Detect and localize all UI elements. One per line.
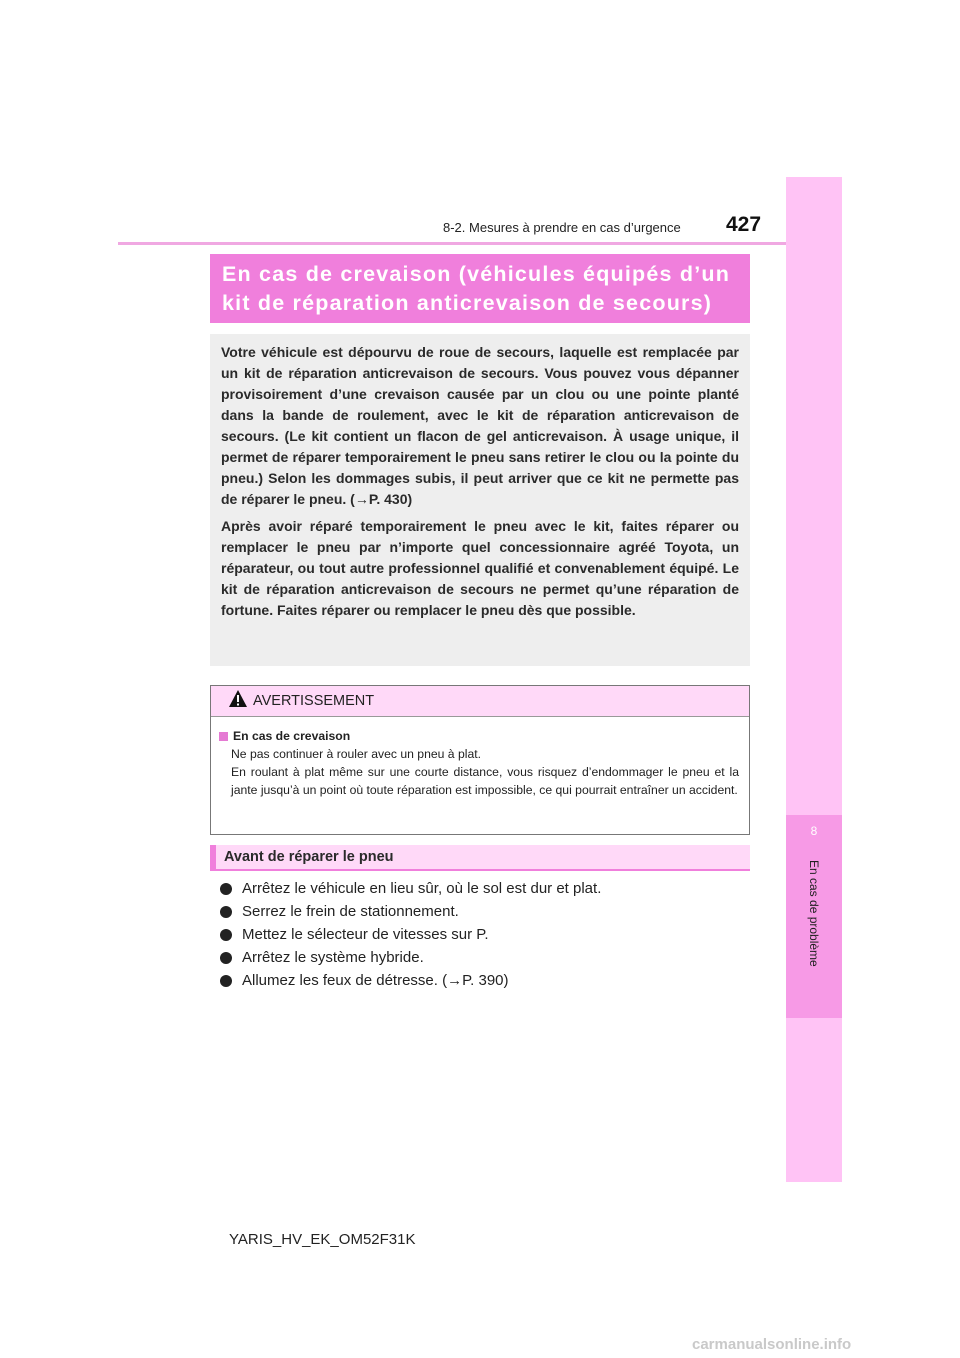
list-item-text: Mettez le sélecteur de vitesses sur P. — [242, 926, 489, 943]
list-item — [220, 969, 601, 992]
chapter-side-tab — [786, 177, 842, 1182]
document-code: YARIS_HV_EK_OM52F31K — [229, 1231, 416, 1248]
list-item — [220, 946, 601, 969]
chapter-number: 8 — [810, 824, 818, 838]
intro-paragraph-2: Après avoir réparé temporairement le pneu avec le kit, faites réparer ou remplacer le pneu par n’importe quel concessionnaire agréé Toyota, un réparateur, ou tout autre professionnel qualifié et convenablement équipé. Le kit de réparation anticrevaison de secours ne permet qu’une réparation de fortune. Faites réparer ou remplacer le pneu dès que possible. — [221, 518, 739, 618]
warning-title: AVERTISSEMENT — [253, 693, 375, 709]
warning-box — [210, 685, 750, 835]
square-bullet-icon — [219, 732, 228, 741]
warning-line-2: En roulant à plat même sur une courte distance, vous risquez d’endommager le pneu et la jante jusqu’à un point où toute réparation est impossible, ce qui pourrait entraîner un accident. — [231, 765, 739, 797]
warning-header — [211, 686, 749, 717]
bullet-dot-icon — [220, 883, 232, 895]
intro-paragraph-1: Votre véhicule est dépourvu de roue de secours, laquelle est remplacée par un kit de réparation anticrevaison de secours. Vous pouvez vous dépanner provisoirement d’une crevaison causée par un clou ou une pointe planté dans la bande de roulement, avec le kit de réparation anticrevaison de secours. (Le kit contient un flacon de gel anticrevaison. À usage unique, il permet de réparer temporairement le pneu sans retirer le clou ou la pointe du pneu.) Selon les dommages subis, il peut arriver que ce kit ne permette pas de réparer le pneu. (→P. 430) — [221, 344, 739, 507]
warning-heading-text: En cas de crevaison — [233, 729, 351, 743]
page-number: 427 — [726, 213, 762, 236]
list-item-text: Serrez le frein de stationnement. — [242, 903, 459, 920]
list-item — [220, 923, 601, 946]
chapter-title: En cas de problème — [807, 860, 821, 967]
page-title — [210, 254, 750, 323]
list-item-text: Allumez les feux de détresse. (→P. 390) — [242, 972, 509, 989]
running-header-section: 8-2. Mesures à prendre en cas d’urgence — [443, 220, 681, 235]
warning-line-1: Ne pas continuer à rouler avec un pneu à plat. — [231, 747, 482, 761]
warning-body — [211, 717, 749, 799]
warning-triangle-icon — [228, 689, 248, 713]
page-title-line-1: En cas de crevaison (véhicules équipés d’un — [222, 262, 731, 286]
page-title-line-2: kit de réparation anticrevaison de secours) — [222, 291, 713, 315]
section-title: Avant de réparer le pneu — [224, 849, 394, 865]
list-item — [220, 900, 601, 923]
list-item-text: Arrêtez le véhicule en lieu sûr, où le sol est dur et plat. — [242, 880, 602, 897]
list-item-text: Arrêtez le système hybride. — [242, 949, 424, 966]
bullet-list — [220, 877, 601, 992]
bullet-dot-icon — [220, 929, 232, 941]
bullet-dot-icon — [220, 906, 232, 918]
section-heading — [210, 845, 750, 871]
list-item — [220, 877, 601, 900]
warning-text — [219, 745, 739, 799]
intro-box — [210, 334, 750, 666]
bullet-dot-icon — [220, 952, 232, 964]
header-divider — [118, 242, 842, 245]
watermark[interactable]: carmanualsonline.info — [692, 1336, 852, 1353]
warning-heading — [219, 727, 739, 745]
bullet-dot-icon — [220, 975, 232, 987]
section-heading-bar — [210, 845, 216, 871]
